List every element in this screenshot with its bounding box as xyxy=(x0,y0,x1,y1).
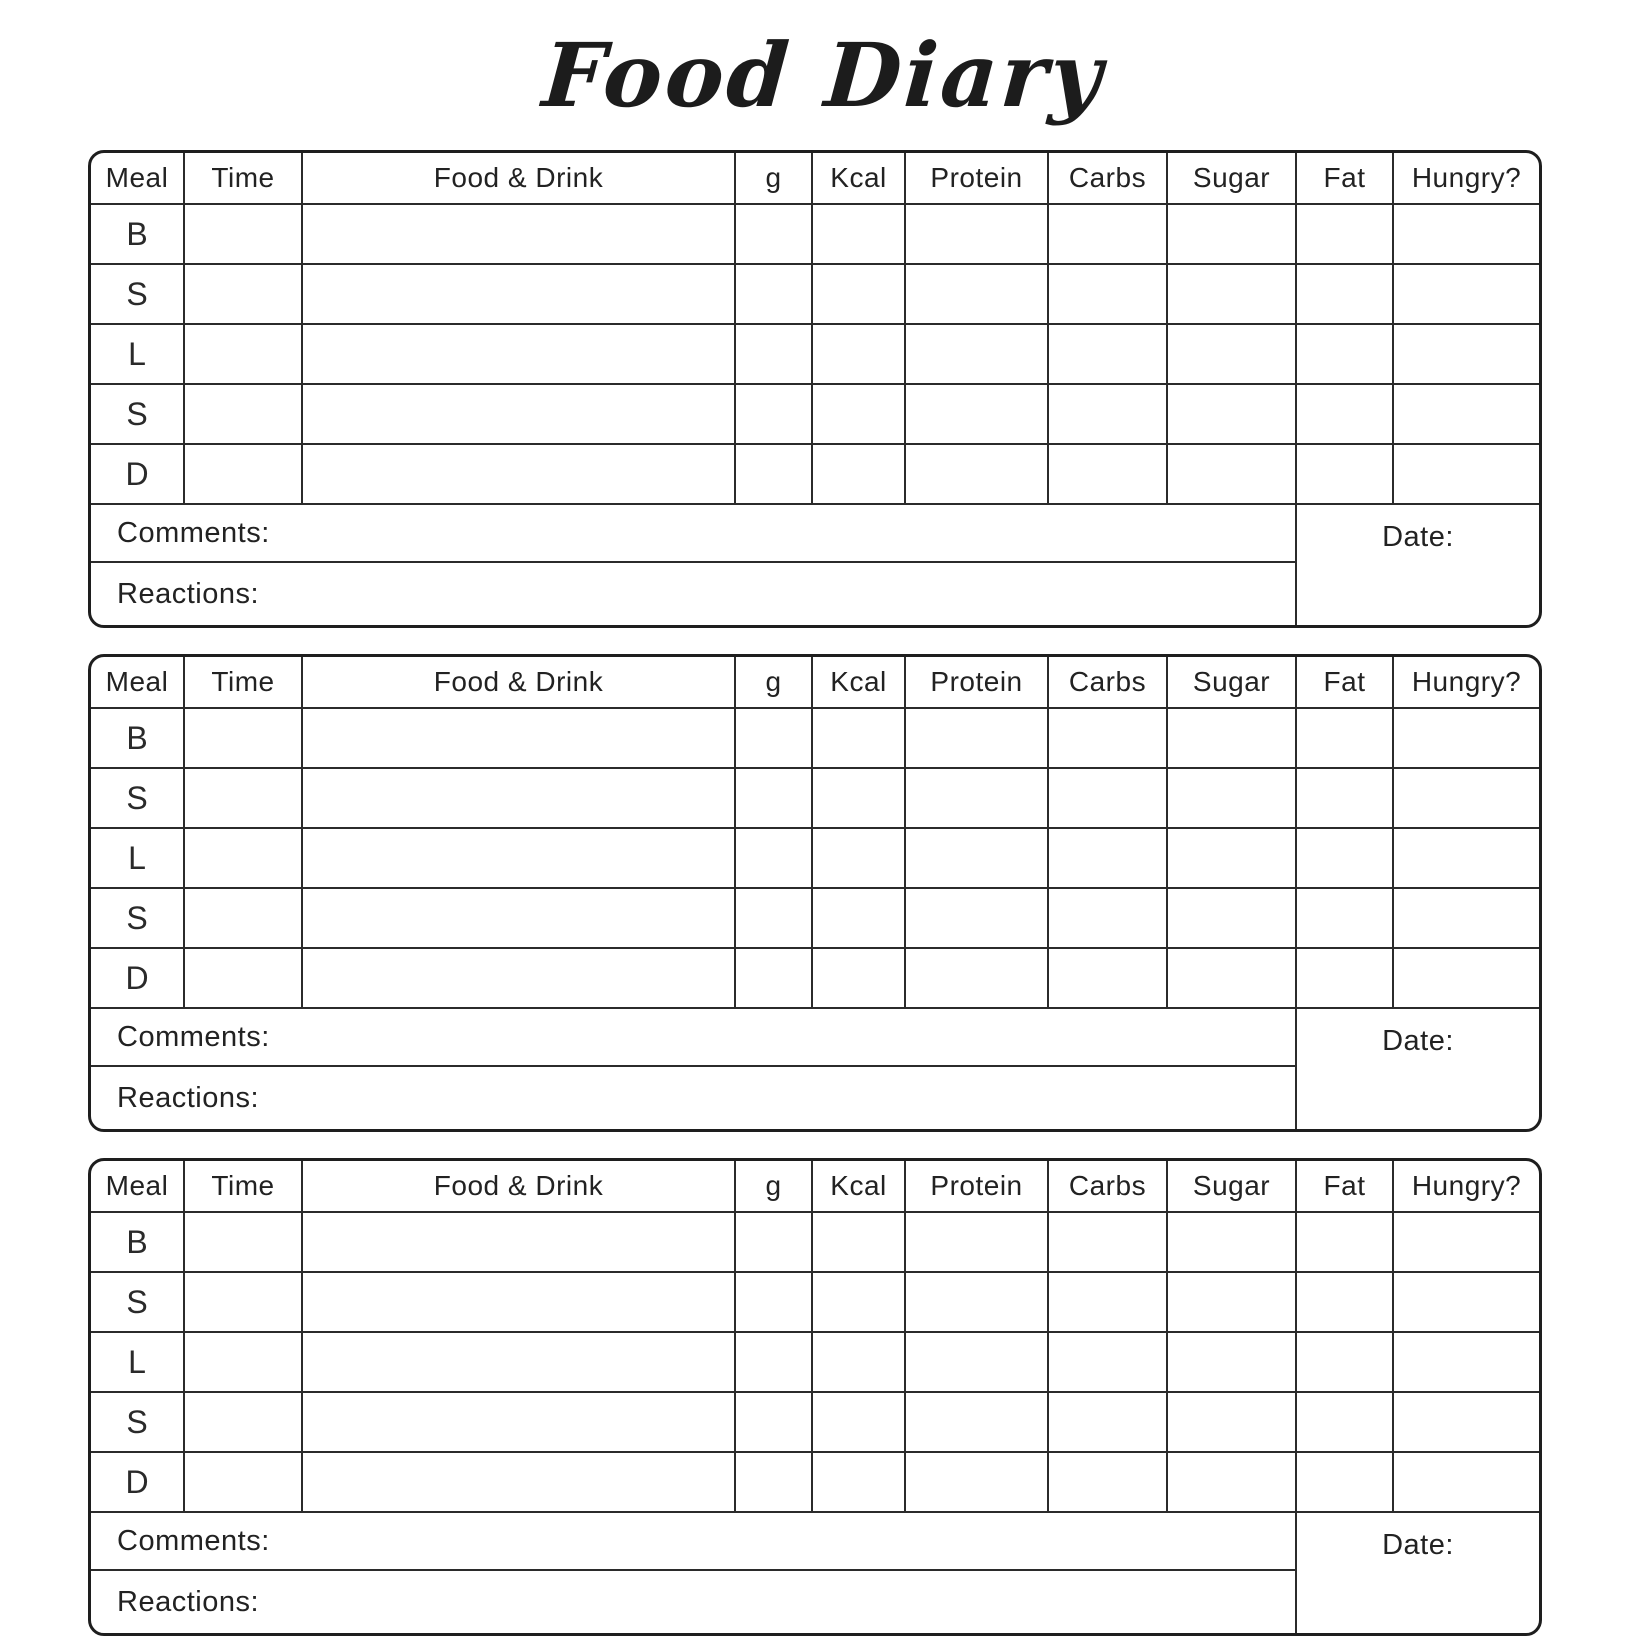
entry-cell-kcal[interactable] xyxy=(813,1393,906,1453)
diary-card xyxy=(88,150,1542,628)
date-box[interactable] xyxy=(1297,1513,1539,1633)
column-header-carbs: Carbs xyxy=(1049,657,1168,709)
meal-row-label: B xyxy=(91,709,185,769)
entry-cell-food-drink[interactable] xyxy=(303,325,736,385)
meal-row-label: D xyxy=(91,445,185,505)
entry-cell-grams[interactable] xyxy=(736,1393,813,1453)
entry-cell-kcal[interactable] xyxy=(813,205,906,265)
entry-cell-carbs[interactable] xyxy=(1049,205,1168,265)
meal-row-label: D xyxy=(91,949,185,1009)
card-footer xyxy=(91,505,1539,625)
meal-row-label: S xyxy=(91,385,185,445)
entry-cell-protein[interactable] xyxy=(906,385,1049,445)
entry-cell-protein[interactable] xyxy=(906,1453,1049,1513)
entry-cell-hungry[interactable] xyxy=(1394,1213,1539,1273)
meal-row-breakfast xyxy=(91,709,1539,769)
entry-cell-food-drink[interactable] xyxy=(303,829,736,889)
column-header-sugar: Sugar xyxy=(1168,153,1297,205)
entry-cell-sugar[interactable] xyxy=(1168,829,1297,889)
card-footer xyxy=(91,1513,1539,1633)
entry-cell-hungry[interactable] xyxy=(1394,829,1539,889)
entry-cell-fat[interactable] xyxy=(1297,769,1394,829)
entry-cell-sugar[interactable] xyxy=(1168,889,1297,949)
entry-cell-time[interactable] xyxy=(185,769,303,829)
entry-cell-grams[interactable] xyxy=(736,829,813,889)
entry-cell-time[interactable] xyxy=(185,325,303,385)
entry-cell-grams[interactable] xyxy=(736,1213,813,1273)
entry-cell-food-drink[interactable] xyxy=(303,1333,736,1393)
entry-cell-fat[interactable] xyxy=(1297,1453,1394,1513)
entry-cell-time[interactable] xyxy=(185,949,303,1009)
entry-cell-kcal[interactable] xyxy=(813,265,906,325)
comments-field[interactable] xyxy=(270,1009,1295,1065)
column-header-hungry: Hungry? xyxy=(1394,153,1539,205)
column-header-meal: Meal xyxy=(91,657,185,709)
reactions-label: Reactions: xyxy=(117,577,260,610)
meal-row-label: L xyxy=(91,1333,185,1393)
reactions-field[interactable] xyxy=(259,1067,1295,1129)
entry-cell-time[interactable] xyxy=(185,889,303,949)
entry-cell-protein[interactable] xyxy=(906,445,1049,505)
meal-row-breakfast xyxy=(91,205,1539,265)
entry-cell-kcal[interactable] xyxy=(813,889,906,949)
entry-cell-fat[interactable] xyxy=(1297,325,1394,385)
comments-row xyxy=(91,1009,1295,1067)
entry-cell-protein[interactable] xyxy=(906,1273,1049,1333)
entry-cell-food-drink[interactable] xyxy=(303,1213,736,1273)
meal-row-snack-1 xyxy=(91,1273,1539,1333)
entry-cell-time[interactable] xyxy=(185,1453,303,1513)
column-header-time: Time xyxy=(185,657,303,709)
entry-cell-grams[interactable] xyxy=(736,445,813,505)
column-header-kcal: Kcal xyxy=(813,1161,906,1213)
entry-cell-hungry[interactable] xyxy=(1394,1273,1539,1333)
entry-cell-carbs[interactable] xyxy=(1049,829,1168,889)
entry-cell-hungry[interactable] xyxy=(1394,769,1539,829)
entry-cell-carbs[interactable] xyxy=(1049,769,1168,829)
meal-row-label: S xyxy=(91,1393,185,1453)
entry-cell-hungry[interactable] xyxy=(1394,1453,1539,1513)
entry-cell-protein[interactable] xyxy=(906,829,1049,889)
notes-section xyxy=(91,505,1297,625)
page-header xyxy=(0,0,1648,150)
entry-cell-carbs[interactable] xyxy=(1049,889,1168,949)
column-header-meal: Meal xyxy=(91,1161,185,1213)
entry-cell-kcal[interactable] xyxy=(813,1213,906,1273)
entry-cell-kcal[interactable] xyxy=(813,829,906,889)
entry-cell-time[interactable] xyxy=(185,445,303,505)
entry-cell-sugar[interactable] xyxy=(1168,709,1297,769)
entry-cell-kcal[interactable] xyxy=(813,709,906,769)
column-header-sugar: Sugar xyxy=(1168,657,1297,709)
comments-label: Comments: xyxy=(117,516,270,549)
reactions-label: Reactions: xyxy=(117,1081,260,1114)
entry-cell-protein[interactable] xyxy=(906,265,1049,325)
column-header-time: Time xyxy=(185,1161,303,1213)
entry-cell-kcal[interactable] xyxy=(813,1333,906,1393)
entry-cell-grams[interactable] xyxy=(736,205,813,265)
meal-row-lunch xyxy=(91,829,1539,889)
entry-cell-protein[interactable] xyxy=(906,769,1049,829)
entry-cell-sugar[interactable] xyxy=(1168,1393,1297,1453)
column-header-sugar: Sugar xyxy=(1168,1161,1297,1213)
entry-cell-hungry[interactable] xyxy=(1394,1333,1539,1393)
column-header-carbs: Carbs xyxy=(1049,1161,1168,1213)
entry-cell-fat[interactable] xyxy=(1297,1333,1394,1393)
diary-card xyxy=(88,654,1542,1132)
meal-row-label: L xyxy=(91,829,185,889)
column-header-kcal: Kcal xyxy=(813,153,906,205)
entry-cell-hungry[interactable] xyxy=(1394,889,1539,949)
column-header-hungry: Hungry? xyxy=(1394,657,1539,709)
comments-label: Comments: xyxy=(117,1020,270,1053)
column-header-fat: Fat xyxy=(1297,1161,1394,1213)
reactions-row xyxy=(91,1067,1295,1129)
notes-section xyxy=(91,1009,1297,1129)
column-header-hungry: Hungry? xyxy=(1394,1161,1539,1213)
entry-cell-time[interactable] xyxy=(185,1333,303,1393)
column-header-fat: Fat xyxy=(1297,657,1394,709)
entry-cell-sugar[interactable] xyxy=(1168,1453,1297,1513)
meal-row-dinner xyxy=(91,1453,1539,1513)
entry-cell-grams[interactable] xyxy=(736,325,813,385)
entry-cell-protein[interactable] xyxy=(906,949,1049,1009)
entry-cell-kcal[interactable] xyxy=(813,1453,906,1513)
entry-cell-kcal[interactable] xyxy=(813,385,906,445)
entry-cell-fat[interactable] xyxy=(1297,829,1394,889)
column-header-fat: Fat xyxy=(1297,153,1394,205)
entry-cell-food-drink[interactable] xyxy=(303,385,736,445)
entry-cell-fat[interactable] xyxy=(1297,1393,1394,1453)
meal-row-label: S xyxy=(91,769,185,829)
diary-card xyxy=(88,1158,1542,1636)
meal-row-lunch xyxy=(91,325,1539,385)
entry-cell-sugar[interactable] xyxy=(1168,1333,1297,1393)
entry-cell-carbs[interactable] xyxy=(1049,325,1168,385)
meal-row-dinner xyxy=(91,445,1539,505)
entry-cell-protein[interactable] xyxy=(906,1393,1049,1453)
entry-cell-fat[interactable] xyxy=(1297,949,1394,1009)
entry-cell-food-drink[interactable] xyxy=(303,1453,736,1513)
table-header-row xyxy=(91,1161,1539,1213)
entry-cell-sugar[interactable] xyxy=(1168,265,1297,325)
entry-cell-carbs[interactable] xyxy=(1049,265,1168,325)
reactions-row xyxy=(91,563,1295,625)
meal-row-snack-2 xyxy=(91,1393,1539,1453)
entry-cell-protein[interactable] xyxy=(906,1213,1049,1273)
entry-cell-time[interactable] xyxy=(185,385,303,445)
meal-row-snack-1 xyxy=(91,265,1539,325)
column-header-time: Time xyxy=(185,153,303,205)
entry-cell-grams[interactable] xyxy=(736,889,813,949)
meal-row-label: B xyxy=(91,1213,185,1273)
date-box[interactable] xyxy=(1297,505,1539,625)
entry-cell-protein[interactable] xyxy=(906,889,1049,949)
entry-cell-time[interactable] xyxy=(185,265,303,325)
entry-cell-hungry[interactable] xyxy=(1394,205,1539,265)
entry-cell-time[interactable] xyxy=(185,1273,303,1333)
entry-cell-fat[interactable] xyxy=(1297,709,1394,769)
comments-label: Comments: xyxy=(117,1524,270,1557)
entry-cell-carbs[interactable] xyxy=(1049,949,1168,1009)
column-header-grams: g xyxy=(736,1161,813,1213)
entry-cell-hungry[interactable] xyxy=(1394,709,1539,769)
notes-section xyxy=(91,1513,1297,1633)
entry-cell-hungry[interactable] xyxy=(1394,445,1539,505)
entry-cell-food-drink[interactable] xyxy=(303,889,736,949)
column-header-meal: Meal xyxy=(91,153,185,205)
entry-cell-grams[interactable] xyxy=(736,1333,813,1393)
comments-field[interactable] xyxy=(270,505,1295,561)
date-label: Date: xyxy=(1382,1025,1454,1057)
meal-row-snack-2 xyxy=(91,889,1539,949)
meal-row-snack-1 xyxy=(91,769,1539,829)
entry-cell-carbs[interactable] xyxy=(1049,1453,1168,1513)
entry-cell-protein[interactable] xyxy=(906,709,1049,769)
meal-row-label: B xyxy=(91,205,185,265)
entry-cell-carbs[interactable] xyxy=(1049,445,1168,505)
entry-cell-hungry[interactable] xyxy=(1394,1393,1539,1453)
entry-cell-grams[interactable] xyxy=(736,769,813,829)
entry-cell-time[interactable] xyxy=(185,829,303,889)
entry-cell-carbs[interactable] xyxy=(1049,1333,1168,1393)
comments-row xyxy=(91,505,1295,563)
meal-row-lunch xyxy=(91,1333,1539,1393)
meal-row-label: L xyxy=(91,325,185,385)
reactions-row xyxy=(91,1571,1295,1633)
entry-cell-carbs[interactable] xyxy=(1049,1273,1168,1333)
entry-cell-carbs[interactable] xyxy=(1049,709,1168,769)
entry-cell-grams[interactable] xyxy=(736,385,813,445)
entry-cell-protein[interactable] xyxy=(906,325,1049,385)
food-diary-title: Food Diary xyxy=(539,23,1109,127)
meal-row-dinner xyxy=(91,949,1539,1009)
entry-cell-grams[interactable] xyxy=(736,709,813,769)
entry-cell-fat[interactable] xyxy=(1297,889,1394,949)
entry-cell-fat[interactable] xyxy=(1297,445,1394,505)
entry-cell-sugar[interactable] xyxy=(1168,445,1297,505)
entry-cell-food-drink[interactable] xyxy=(303,205,736,265)
entry-cell-hungry[interactable] xyxy=(1394,325,1539,385)
entry-cell-food-drink[interactable] xyxy=(303,1393,736,1453)
entry-cell-sugar[interactable] xyxy=(1168,385,1297,445)
column-header-grams: g xyxy=(736,657,813,709)
column-header-protein: Protein xyxy=(906,153,1049,205)
reactions-field[interactable] xyxy=(259,563,1295,625)
entry-cell-grams[interactable] xyxy=(736,949,813,1009)
entry-cell-kcal[interactable] xyxy=(813,949,906,1009)
entry-cell-hungry[interactable] xyxy=(1394,949,1539,1009)
column-header-food-drink: Food & Drink xyxy=(303,1161,736,1213)
entry-cell-hungry[interactable] xyxy=(1394,265,1539,325)
reactions-field[interactable] xyxy=(259,1571,1295,1633)
entry-cell-sugar[interactable] xyxy=(1168,769,1297,829)
entry-cell-sugar[interactable] xyxy=(1168,1213,1297,1273)
column-header-grams: g xyxy=(736,153,813,205)
meal-row-breakfast xyxy=(91,1213,1539,1273)
entry-cell-sugar[interactable] xyxy=(1168,949,1297,1009)
entry-cell-sugar[interactable] xyxy=(1168,1273,1297,1333)
entry-cell-protein[interactable] xyxy=(906,1333,1049,1393)
comments-row xyxy=(91,1513,1295,1571)
diary-cards-container xyxy=(0,150,1648,1636)
entry-cell-protein[interactable] xyxy=(906,205,1049,265)
entry-cell-fat[interactable] xyxy=(1297,1213,1394,1273)
entry-cell-time[interactable] xyxy=(185,205,303,265)
column-header-protein: Protein xyxy=(906,657,1049,709)
table-header-row xyxy=(91,657,1539,709)
entry-cell-fat[interactable] xyxy=(1297,385,1394,445)
meal-row-label: S xyxy=(91,265,185,325)
entry-cell-food-drink[interactable] xyxy=(303,265,736,325)
column-header-carbs: Carbs xyxy=(1049,153,1168,205)
entry-cell-fat[interactable] xyxy=(1297,205,1394,265)
entry-cell-carbs[interactable] xyxy=(1049,1393,1168,1453)
comments-field[interactable] xyxy=(270,1513,1295,1569)
entry-cell-food-drink[interactable] xyxy=(303,445,736,505)
table-header-row xyxy=(91,153,1539,205)
entry-cell-time[interactable] xyxy=(185,1213,303,1273)
date-box[interactable] xyxy=(1297,1009,1539,1129)
entry-cell-kcal[interactable] xyxy=(813,325,906,385)
card-footer xyxy=(91,1009,1539,1129)
entry-cell-hungry[interactable] xyxy=(1394,385,1539,445)
date-label: Date: xyxy=(1382,1529,1454,1561)
meal-row-snack-2 xyxy=(91,385,1539,445)
meal-row-label: D xyxy=(91,1453,185,1513)
entry-cell-grams[interactable] xyxy=(736,1453,813,1513)
column-header-food-drink: Food & Drink xyxy=(303,657,736,709)
entry-cell-kcal[interactable] xyxy=(813,445,906,505)
entry-cell-fat[interactable] xyxy=(1297,265,1394,325)
entry-cell-sugar[interactable] xyxy=(1168,205,1297,265)
entry-cell-food-drink[interactable] xyxy=(303,769,736,829)
meal-row-label: S xyxy=(91,1273,185,1333)
column-header-kcal: Kcal xyxy=(813,657,906,709)
column-header-food-drink: Food & Drink xyxy=(303,153,736,205)
entry-cell-food-drink[interactable] xyxy=(303,709,736,769)
entry-cell-time[interactable] xyxy=(185,1393,303,1453)
entry-cell-carbs[interactable] xyxy=(1049,1213,1168,1273)
entry-cell-carbs[interactable] xyxy=(1049,385,1168,445)
date-label: Date: xyxy=(1382,521,1454,553)
entry-cell-kcal[interactable] xyxy=(813,769,906,829)
entry-cell-grams[interactable] xyxy=(736,265,813,325)
entry-cell-time[interactable] xyxy=(185,709,303,769)
entry-cell-food-drink[interactable] xyxy=(303,949,736,1009)
entry-cell-sugar[interactable] xyxy=(1168,325,1297,385)
meal-row-label: S xyxy=(91,889,185,949)
entry-cell-grams[interactable] xyxy=(736,1273,813,1333)
column-header-protein: Protein xyxy=(906,1161,1049,1213)
entry-cell-kcal[interactable] xyxy=(813,1273,906,1333)
entry-cell-food-drink[interactable] xyxy=(303,1273,736,1333)
reactions-label: Reactions: xyxy=(117,1585,260,1618)
entry-cell-fat[interactable] xyxy=(1297,1273,1394,1333)
